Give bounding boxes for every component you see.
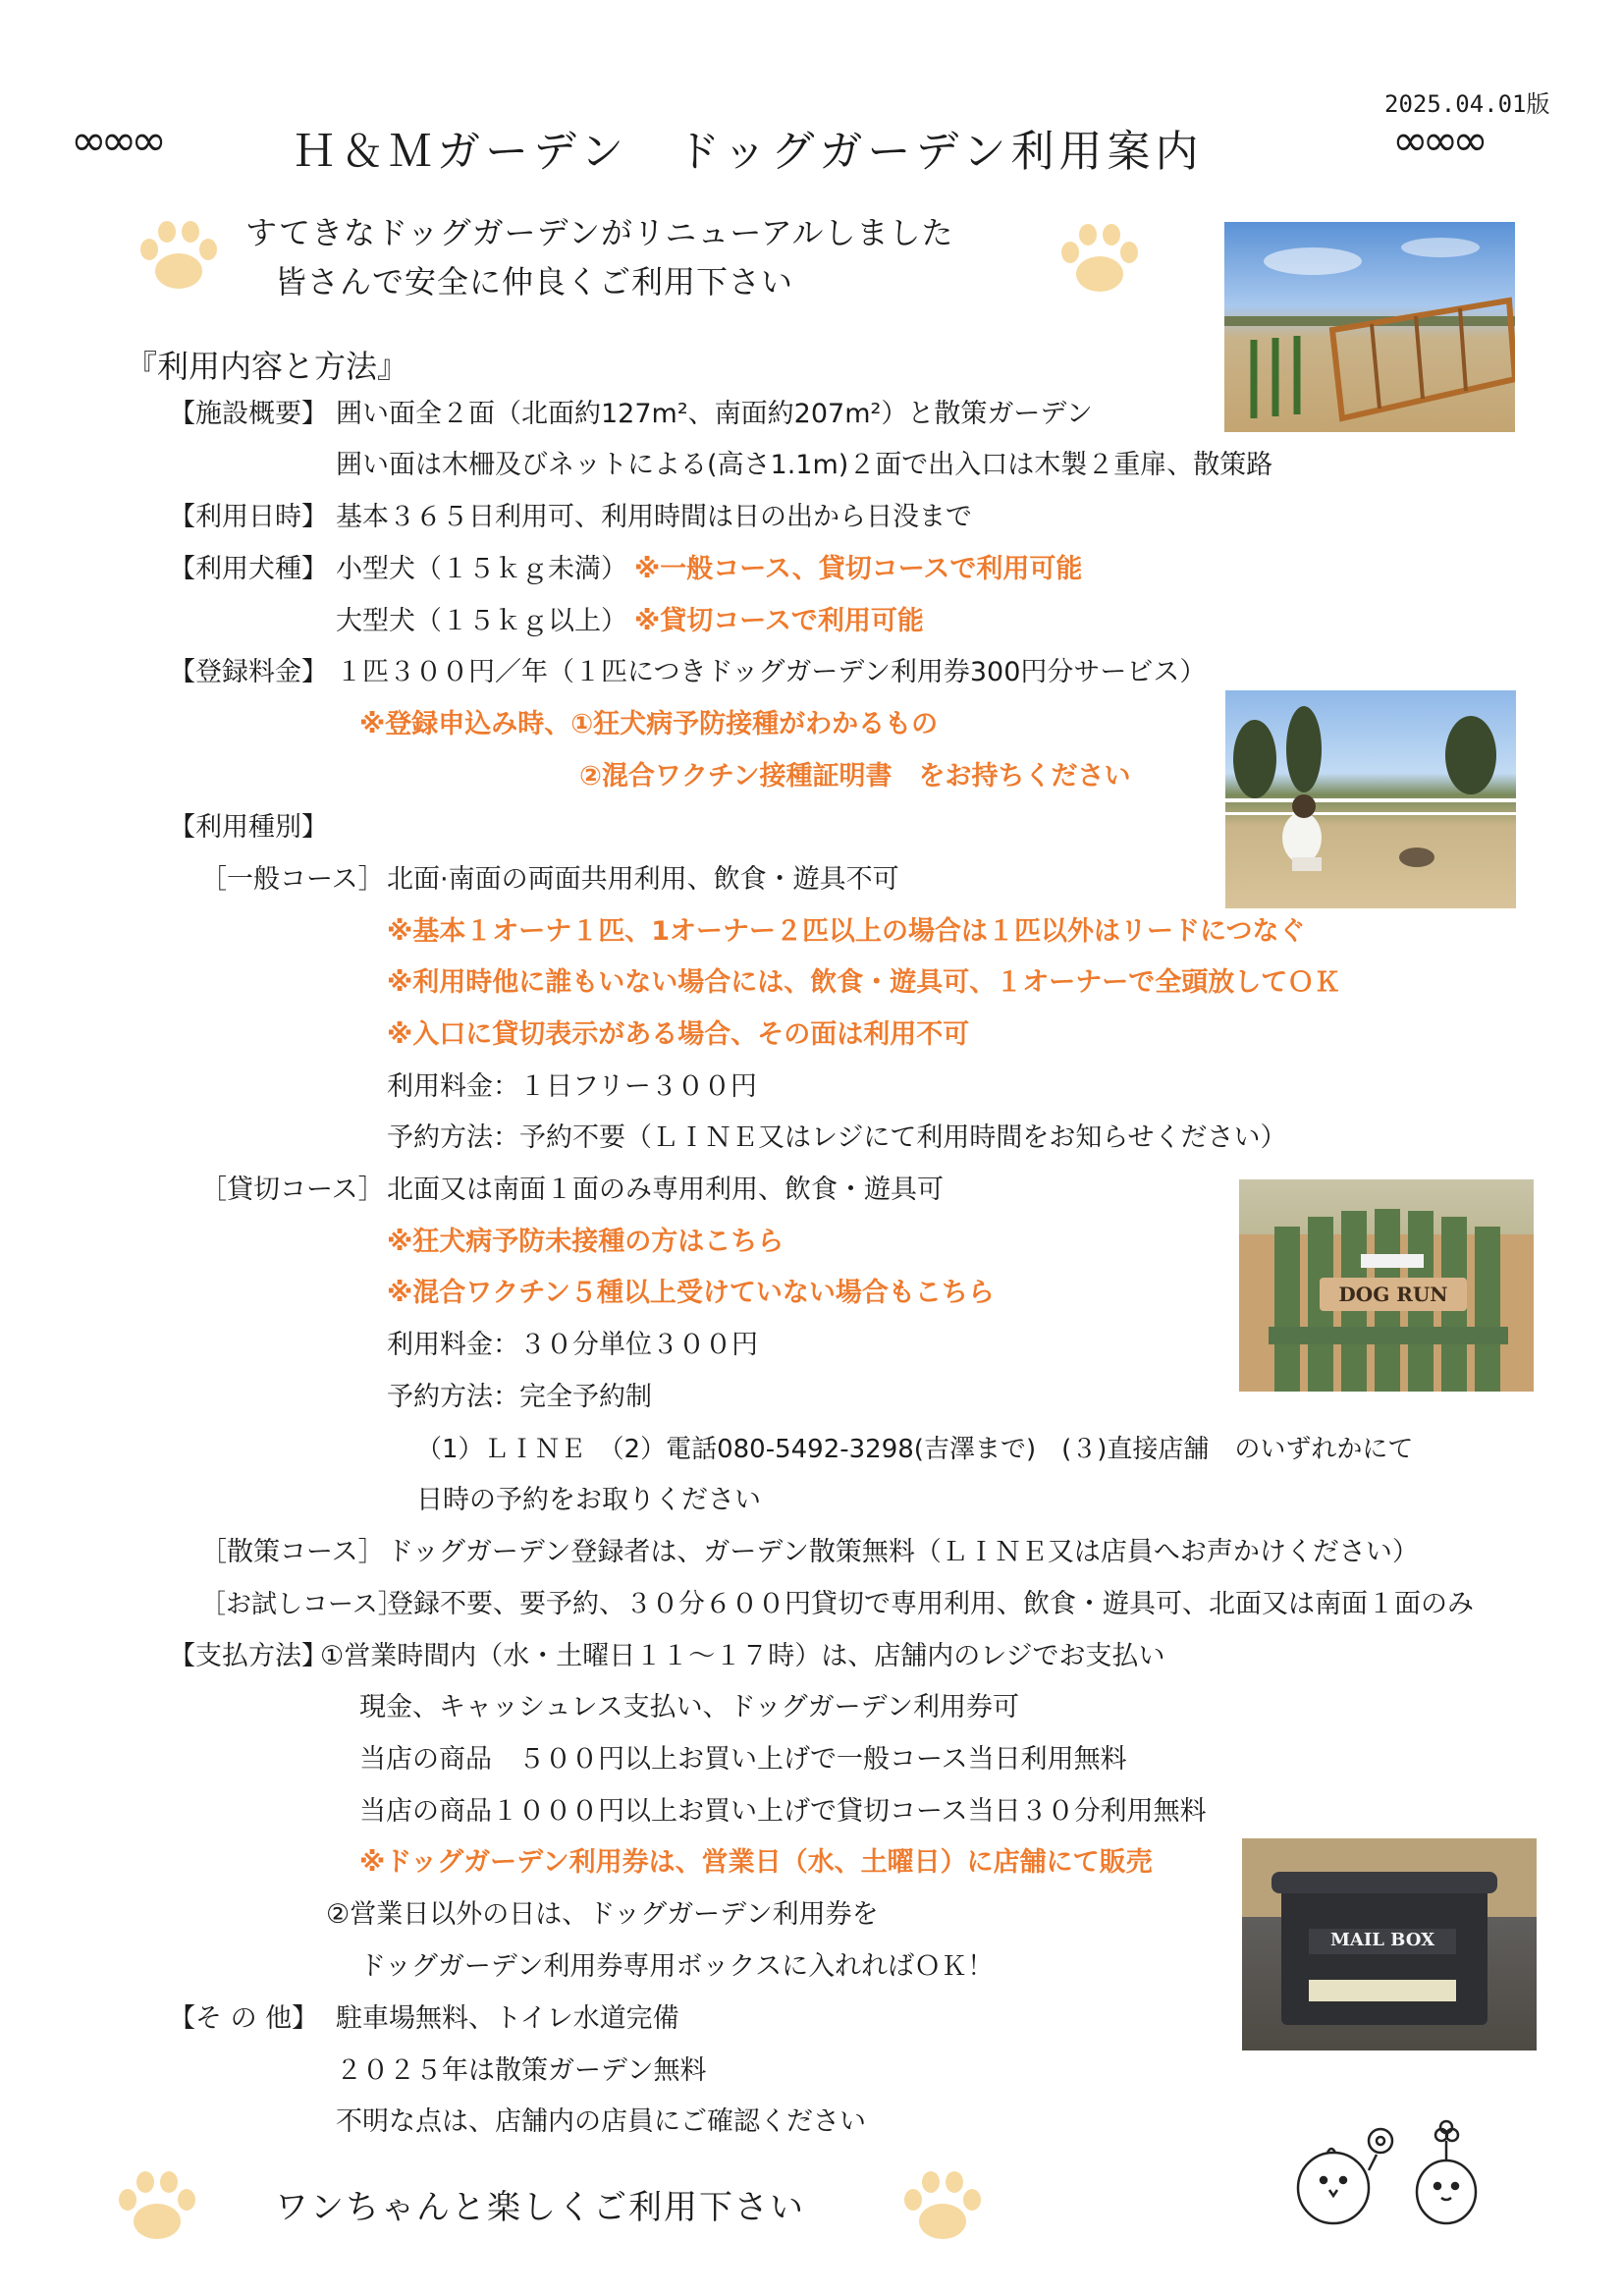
private-methods: （1）ＬＩＮＥ （2）電話080-5492-3298(吉澤まで) (３)直接店舗 のいずれかにて — [416, 1435, 1414, 1464]
trial-text: 登録不要、要予約、３０分６００円貸切で専用利用、飲食・遊具可、北面又は南面１面のみ — [387, 1589, 1474, 1619]
facility-text-2: 囲い面は木柵及びネットによる(高さ1.1m)２面で出入口は木製２重扉、散策路 — [336, 450, 1273, 480]
walk-text: ドッグガーデン登録者は、ガーデン散策無料（ＬＩＮＥ又は店員へお声かけください） — [387, 1537, 1419, 1567]
garden-fence-photo — [1224, 222, 1515, 432]
general-fee: 利用料金：１日フリー３００円 — [387, 1071, 757, 1102]
section-title: 『利用内容と方法』 — [126, 348, 409, 385]
breed-small-note: ※一般コース、貸切コースで利用可能 — [634, 554, 1083, 584]
general-note-1: ※基本１オーナ１匹、1オーナー２匹以上の場合は１匹以外はリードにつなぐ — [387, 916, 1306, 947]
private-fee: 利用料金：３０分単位３００円 — [387, 1330, 758, 1360]
other-text-2: ２０２５年は散策ガーデン無料 — [336, 2055, 707, 2086]
registration-note-2: ②混合ワクチン接種証明書 をお持ちください — [579, 761, 1131, 792]
general-booking: 予約方法：予約不要（ＬＩＮＥ又はレジにて利用時間をお知らせください） — [387, 1122, 1287, 1153]
page-title: Ｈ＆Ｍガーデン ドッグガーデン利用案内 — [293, 127, 1204, 177]
trial-label: ［お試しコース］ — [200, 1590, 404, 1619]
closing-message: ワンちゃんと楽しくご利用下さい — [275, 2188, 805, 2227]
general-text: 北面·南面の両面共用利用、飲食・遊具不可 — [387, 864, 899, 895]
breed-label: 【利用犬種】 — [169, 554, 328, 584]
paw-icon — [901, 2168, 984, 2245]
breed-large-note: ※貸切コースで利用可能 — [634, 606, 924, 636]
walk-label: ［散策コース］ — [200, 1537, 385, 1567]
facility-label: 【施設概要】 — [169, 399, 328, 429]
payment-text-5: ②営業日以外の日は、ドッグガーデン利用券を — [326, 1899, 879, 1930]
dog-run-sign: DOG RUN — [1338, 1283, 1448, 1306]
general-note-2: ※利用時他に誰もいない場合には、飲食・遊具可、１オーナーで全頭放してＯＫ — [387, 967, 1341, 998]
mailbox-photo — [1242, 1838, 1537, 2050]
private-label: ［貸切コース］ — [200, 1175, 385, 1205]
hours-label: 【利用日時】 — [169, 502, 328, 532]
private-text: 北面又は南面１面のみ専用利用、飲食・遊具可 — [387, 1175, 944, 1205]
breed-large: 大型犬（１５ｋｇ以上） — [336, 606, 627, 636]
chick-illustration-icon — [1284, 2111, 1500, 2239]
private-booking: 予約方法：完全予約制 — [387, 1382, 652, 1412]
hours-text: 基本３６５日利用可、利用時間は日の出から日没まで — [336, 502, 972, 532]
infinity-left-ornament: ∞∞∞ — [71, 116, 161, 166]
paw-icon — [1058, 221, 1141, 298]
payment-label: 【支払方法】 — [169, 1641, 328, 1671]
intro-line-1: すてきなドッグガーデンがリニューアルしました — [245, 214, 954, 251]
infinity-right-ornament: ∞∞∞ — [1392, 116, 1483, 166]
mailbox-label: MAIL BOX — [1329, 1930, 1435, 1950]
payment-text-2: 現金、キャッシュレス支払い、ドッグガーデン利用券可 — [359, 1692, 1020, 1722]
other-text-3: 不明な点は、店舗内の店員にご確認ください — [336, 2106, 866, 2137]
types-label: 【利用種別】 — [169, 812, 328, 843]
general-label: ［一般コース］ — [200, 864, 385, 895]
breed-small: 小型犬（１５ｋｇ未満） — [336, 554, 627, 584]
payment-text-1: ①営業時間内（水・土曜日１１～１７時）は、店舗内のレジでお支払い — [320, 1641, 1165, 1671]
private-methods-2: 日時の予約をお取りください — [416, 1485, 761, 1515]
general-note-3: ※入口に貸切表示がある場合、その面は利用不可 — [387, 1019, 970, 1050]
payment-note: ※ドッグガーデン利用券は、営業日（水、土曜日）に店舗にて販売 — [359, 1847, 1153, 1878]
registration-note-1: ※登録申込み時、①狂犬病予防接種がわかるもの — [359, 709, 939, 739]
other-label: 【そ の 他】 — [169, 2003, 319, 2034]
private-note-2: ※混合ワクチン５種以上受けていない場合もこちら — [387, 1278, 995, 1308]
paw-icon — [116, 2168, 198, 2245]
payment-text-6: ドッグガーデン利用券専用ボックスに入れればＯＫ！ — [359, 1951, 995, 1982]
private-note-1: ※狂犬病予防未接種の方はこちら — [387, 1227, 784, 1257]
dog-run-gate-photo — [1239, 1179, 1534, 1392]
payment-text-4: 当店の商品１０００円以上お買い上げで貸切コース当日３０分利用無料 — [359, 1796, 1207, 1827]
payment-text-3: 当店の商品 ５００円以上お買い上げで一般コース当日利用無料 — [359, 1744, 1127, 1775]
person-with-dog-photo — [1225, 690, 1516, 908]
edition-date: 2025.04.01版 — [1384, 90, 1550, 118]
registration-label: 【登録料金】 — [169, 657, 328, 687]
other-text-1: 駐車場無料、トイレ水道完備 — [336, 2003, 679, 2034]
paw-icon — [137, 218, 220, 295]
facility-text-1: 囲い面全２面（北面約127m²、南面約207m²）と散策ガーデン — [336, 399, 1093, 429]
intro-line-2: 皆さんで安全に仲良くご利用下さい — [275, 263, 794, 301]
registration-text: １匹３００円／年（１匹につきドッグガーデン利用券300円分サービス） — [336, 657, 1207, 687]
